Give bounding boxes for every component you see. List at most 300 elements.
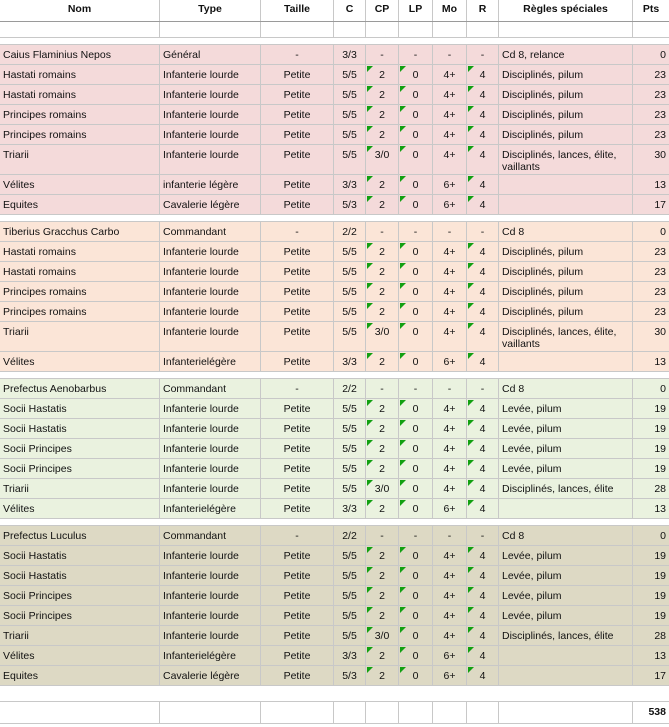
cell-r[interactable]: 4: [467, 606, 499, 625]
cell-nom[interactable]: Vélites: [0, 175, 160, 194]
cell-r[interactable]: 4: [467, 352, 499, 371]
cell-r[interactable]: 4: [467, 399, 499, 418]
cell-pts[interactable]: 17: [654, 199, 666, 211]
cell-mo[interactable]: 4+: [433, 322, 467, 351]
cell-c[interactable]: 5/5: [334, 125, 366, 144]
blank-cell[interactable]: [499, 22, 633, 37]
cell-r[interactable]: 4: [467, 586, 499, 605]
cell-taille[interactable]: Petite: [261, 175, 334, 194]
cell-cp[interactable]: -: [366, 526, 399, 545]
cell-lp[interactable]: 0: [399, 322, 433, 351]
cell-mo[interactable]: 6+: [433, 666, 467, 685]
cell-nom[interactable]: Principes romains: [0, 282, 160, 301]
cell-regles[interactable]: [499, 195, 633, 214]
cell-c[interactable]: 5/5: [334, 419, 366, 438]
cell-pts[interactable]: 19: [654, 610, 666, 622]
cell-regles[interactable]: Disciplinés, pilum: [499, 242, 633, 261]
cell-cp[interactable]: 2: [366, 606, 399, 625]
cell-cp[interactable]: 3/0: [366, 479, 399, 498]
cell-mo[interactable]: 6+: [433, 175, 467, 194]
cell-r[interactable]: 4: [467, 105, 499, 124]
cell-regles[interactable]: Disciplinés, pilum: [499, 282, 633, 301]
cell-lp[interactable]: -: [399, 45, 433, 64]
blank-cell[interactable]: [399, 702, 433, 723]
cell-taille[interactable]: Petite: [261, 606, 334, 625]
cell-mo[interactable]: -: [433, 379, 467, 398]
cell-regles[interactable]: Disciplinés, lances, élite, vaillants: [499, 322, 633, 351]
cell-mo[interactable]: 4+: [433, 302, 467, 321]
cell-c[interactable]: 5/5: [334, 262, 366, 281]
cell-type[interactable]: Cavalerie légère: [160, 666, 261, 685]
cell-r[interactable]: 4: [467, 125, 499, 144]
cell-taille[interactable]: Petite: [261, 105, 334, 124]
cell-taille[interactable]: Petite: [261, 125, 334, 144]
cell-nom[interactable]: Triarii: [0, 145, 160, 174]
cell-nom[interactable]: Hastati romains: [0, 85, 160, 104]
cell-pts[interactable]: 13: [654, 179, 666, 191]
cell-mo[interactable]: 4+: [433, 145, 467, 174]
cell-cp[interactable]: 2: [366, 65, 399, 84]
cell-r[interactable]: 4: [467, 322, 499, 351]
cell-nom[interactable]: Socii Hastatis: [0, 419, 160, 438]
cell-lp[interactable]: 0: [399, 65, 433, 84]
cell-lp[interactable]: 0: [399, 105, 433, 124]
cell-regles[interactable]: [499, 499, 633, 518]
cell-pts[interactable]: 23: [654, 286, 666, 298]
cell-lp[interactable]: 0: [399, 666, 433, 685]
cell-taille[interactable]: Petite: [261, 419, 334, 438]
cell-cp[interactable]: 2: [366, 302, 399, 321]
cell-lp[interactable]: -: [399, 526, 433, 545]
cell-cp[interactable]: -: [366, 222, 399, 241]
cell-taille[interactable]: Petite: [261, 626, 334, 645]
cell-c[interactable]: 3/3: [334, 45, 366, 64]
cell-mo[interactable]: 4+: [433, 419, 467, 438]
cell-cp[interactable]: 2: [366, 105, 399, 124]
cell-type[interactable]: Infanterielégère: [160, 646, 261, 665]
header-taille[interactable]: Taille: [261, 0, 334, 21]
cell-taille[interactable]: -: [261, 222, 334, 241]
cell-type[interactable]: Infanterie lourde: [160, 322, 261, 351]
cell-c[interactable]: 3/3: [334, 175, 366, 194]
blank-cell[interactable]: [160, 22, 261, 37]
cell-cp[interactable]: 2: [366, 439, 399, 458]
cell-cp[interactable]: 2: [366, 459, 399, 478]
cell-type[interactable]: Infanterie lourde: [160, 145, 261, 174]
cell-type[interactable]: infanterie légère: [160, 175, 261, 194]
cell-c[interactable]: 5/5: [334, 566, 366, 585]
cell-regles[interactable]: [499, 646, 633, 665]
cell-regles[interactable]: Disciplinés, pilum: [499, 302, 633, 321]
blank-cell[interactable]: [633, 22, 669, 37]
cell-regles[interactable]: Levée, pilum: [499, 546, 633, 565]
cell-lp[interactable]: 0: [399, 606, 433, 625]
cell-cp[interactable]: 2: [366, 125, 399, 144]
cell-type[interactable]: Infanterie lourde: [160, 302, 261, 321]
cell-pts[interactable]: 0: [660, 383, 666, 395]
cell-c[interactable]: 5/5: [334, 459, 366, 478]
cell-regles[interactable]: Disciplinés, pilum: [499, 85, 633, 104]
cell-c[interactable]: 2/2: [334, 379, 366, 398]
cell-c[interactable]: 5/5: [334, 282, 366, 301]
cell-lp[interactable]: -: [399, 222, 433, 241]
cell-pts[interactable]: 19: [654, 550, 666, 562]
cell-regles[interactable]: Levée, pilum: [499, 606, 633, 625]
cell-r[interactable]: 4: [467, 145, 499, 174]
cell-taille[interactable]: Petite: [261, 566, 334, 585]
cell-r[interactable]: -: [467, 379, 499, 398]
cell-pts[interactable]: 13: [654, 650, 666, 662]
cell-c[interactable]: 5/5: [334, 626, 366, 645]
cell-mo[interactable]: 4+: [433, 282, 467, 301]
cell-taille[interactable]: Petite: [261, 282, 334, 301]
cell-mo[interactable]: 6+: [433, 646, 467, 665]
cell-pts[interactable]: 23: [654, 109, 666, 121]
header-pts[interactable]: Pts: [642, 3, 660, 15]
cell-type[interactable]: Infanterie lourde: [160, 419, 261, 438]
header-mo[interactable]: Mo: [433, 0, 467, 21]
cell-mo[interactable]: 4+: [433, 626, 467, 645]
cell-r[interactable]: 4: [467, 479, 499, 498]
cell-taille[interactable]: Petite: [261, 242, 334, 261]
cell-c[interactable]: 3/3: [334, 352, 366, 371]
cell-lp[interactable]: 0: [399, 419, 433, 438]
cell-regles[interactable]: Levée, pilum: [499, 459, 633, 478]
cell-mo[interactable]: 4+: [433, 65, 467, 84]
cell-cp[interactable]: 2: [366, 586, 399, 605]
cell-regles[interactable]: Cd 8: [499, 526, 633, 545]
cell-pts[interactable]: 19: [654, 403, 666, 415]
cell-taille[interactable]: Petite: [261, 546, 334, 565]
cell-c[interactable]: 5/5: [334, 65, 366, 84]
cell-taille[interactable]: Petite: [261, 352, 334, 371]
cell-c[interactable]: 5/5: [334, 105, 366, 124]
cell-lp[interactable]: 0: [399, 175, 433, 194]
cell-type[interactable]: Infanterie lourde: [160, 85, 261, 104]
cell-pts[interactable]: 23: [654, 306, 666, 318]
cell-cp[interactable]: 2: [366, 666, 399, 685]
cell-lp[interactable]: 0: [399, 85, 433, 104]
cell-mo[interactable]: 6+: [433, 195, 467, 214]
cell-pts[interactable]: 19: [654, 590, 666, 602]
cell-c[interactable]: 2/2: [334, 222, 366, 241]
cell-taille[interactable]: -: [261, 379, 334, 398]
cell-nom[interactable]: Socii Hastatis: [0, 546, 160, 565]
cell-nom[interactable]: Socii Hastatis: [0, 399, 160, 418]
cell-c[interactable]: 2/2: [334, 526, 366, 545]
cell-mo[interactable]: 4+: [433, 566, 467, 585]
cell-type[interactable]: Infanterie lourde: [160, 125, 261, 144]
cell-pts[interactable]: 0: [660, 49, 666, 61]
cell-nom[interactable]: Triarii: [0, 479, 160, 498]
header-regles[interactable]: Règles spéciales: [499, 0, 633, 21]
cell-regles[interactable]: Disciplinés, pilum: [499, 125, 633, 144]
cell-pts[interactable]: 19: [654, 423, 666, 435]
cell-mo[interactable]: 4+: [433, 105, 467, 124]
cell-cp[interactable]: 2: [366, 282, 399, 301]
cell-c[interactable]: 5/5: [334, 85, 366, 104]
cell-type[interactable]: Infanterie lourde: [160, 586, 261, 605]
cell-c[interactable]: 5/5: [334, 606, 366, 625]
cell-mo[interactable]: 6+: [433, 352, 467, 371]
cell-r[interactable]: 4: [467, 419, 499, 438]
cell-r[interactable]: 4: [467, 439, 499, 458]
cell-taille[interactable]: Petite: [261, 459, 334, 478]
cell-taille[interactable]: Petite: [261, 302, 334, 321]
cell-mo[interactable]: 4+: [433, 586, 467, 605]
cell-r[interactable]: -: [467, 526, 499, 545]
cell-regles[interactable]: Disciplinés, pilum: [499, 105, 633, 124]
cell-pts[interactable]: 30: [654, 149, 666, 161]
cell-type[interactable]: Commandant: [160, 222, 261, 241]
cell-pts[interactable]: 13: [654, 356, 666, 368]
blank-cell[interactable]: [0, 702, 160, 723]
cell-type[interactable]: Infanterie lourde: [160, 566, 261, 585]
cell-r[interactable]: 4: [467, 459, 499, 478]
cell-taille[interactable]: Petite: [261, 65, 334, 84]
cell-c[interactable]: 5/5: [334, 399, 366, 418]
cell-regles[interactable]: Cd 8, relance: [499, 45, 633, 64]
cell-regles[interactable]: Levée, pilum: [499, 586, 633, 605]
cell-pts[interactable]: 23: [654, 69, 666, 81]
cell-regles[interactable]: [499, 666, 633, 685]
cell-r[interactable]: 4: [467, 282, 499, 301]
cell-nom[interactable]: Hastati romains: [0, 262, 160, 281]
blank-cell[interactable]: [467, 702, 499, 723]
cell-regles[interactable]: Levée, pilum: [499, 419, 633, 438]
cell-regles[interactable]: Disciplinés, lances, élite, vaillants: [499, 145, 633, 174]
cell-lp[interactable]: 0: [399, 302, 433, 321]
cell-mo[interactable]: -: [433, 526, 467, 545]
blank-cell[interactable]: [433, 22, 467, 37]
cell-type[interactable]: Infanterie lourde: [160, 606, 261, 625]
cell-nom[interactable]: Vélites: [0, 646, 160, 665]
cell-c[interactable]: 5/5: [334, 546, 366, 565]
cell-taille[interactable]: Petite: [261, 85, 334, 104]
cell-mo[interactable]: -: [433, 45, 467, 64]
cell-taille[interactable]: -: [261, 45, 334, 64]
cell-r[interactable]: 4: [467, 546, 499, 565]
cell-c[interactable]: 3/3: [334, 499, 366, 518]
cell-r[interactable]: 4: [467, 666, 499, 685]
blank-cell[interactable]: [399, 22, 433, 37]
cell-r[interactable]: 4: [467, 85, 499, 104]
blank-cell[interactable]: [261, 22, 334, 37]
cell-type[interactable]: Cavalerie légère: [160, 195, 261, 214]
cell-r[interactable]: 4: [467, 242, 499, 261]
cell-nom[interactable]: Socii Principes: [0, 586, 160, 605]
cell-lp[interactable]: 0: [399, 546, 433, 565]
cell-cp[interactable]: 3/0: [366, 145, 399, 174]
cell-cp[interactable]: 2: [366, 262, 399, 281]
cell-nom[interactable]: Principes romains: [0, 105, 160, 124]
cell-type[interactable]: Infanterielégère: [160, 499, 261, 518]
cell-taille[interactable]: Petite: [261, 145, 334, 174]
cell-lp[interactable]: 0: [399, 125, 433, 144]
cell-mo[interactable]: 4+: [433, 399, 467, 418]
cell-regles[interactable]: Disciplinés, pilum: [499, 65, 633, 84]
cell-pts[interactable]: 23: [654, 266, 666, 278]
cell-pts[interactable]: 28: [654, 483, 666, 495]
cell-type[interactable]: Infanterie lourde: [160, 439, 261, 458]
cell-pts[interactable]: 23: [654, 129, 666, 141]
header-lp[interactable]: LP: [399, 0, 433, 21]
total-points[interactable]: 538: [648, 706, 666, 718]
cell-r[interactable]: 4: [467, 626, 499, 645]
cell-lp[interactable]: 0: [399, 352, 433, 371]
cell-nom[interactable]: Prefectus Luculus: [0, 526, 160, 545]
cell-regles[interactable]: Disciplinés, pilum: [499, 262, 633, 281]
cell-r[interactable]: 4: [467, 646, 499, 665]
cell-type[interactable]: Infanterie lourde: [160, 626, 261, 645]
cell-nom[interactable]: Vélites: [0, 499, 160, 518]
cell-type[interactable]: Infanterie lourde: [160, 479, 261, 498]
cell-r[interactable]: 4: [467, 302, 499, 321]
cell-c[interactable]: 5/5: [334, 439, 366, 458]
cell-regles[interactable]: [499, 352, 633, 371]
cell-c[interactable]: 5/3: [334, 666, 366, 685]
cell-cp[interactable]: 2: [366, 195, 399, 214]
cell-taille[interactable]: Petite: [261, 439, 334, 458]
cell-cp[interactable]: 2: [366, 399, 399, 418]
cell-mo[interactable]: -: [433, 222, 467, 241]
cell-nom[interactable]: Triarii: [0, 322, 160, 351]
cell-taille[interactable]: Petite: [261, 666, 334, 685]
cell-pts[interactable]: 23: [654, 89, 666, 101]
cell-nom[interactable]: Caius Flaminius Nepos: [0, 45, 160, 64]
cell-cp[interactable]: 3/0: [366, 626, 399, 645]
cell-type[interactable]: Général: [160, 45, 261, 64]
cell-cp[interactable]: 2: [366, 242, 399, 261]
cell-taille[interactable]: Petite: [261, 646, 334, 665]
cell-nom[interactable]: Hastati romains: [0, 242, 160, 261]
cell-taille[interactable]: Petite: [261, 499, 334, 518]
cell-nom[interactable]: Principes romains: [0, 125, 160, 144]
cell-nom[interactable]: Hastati romains: [0, 65, 160, 84]
cell-lp[interactable]: 0: [399, 399, 433, 418]
cell-nom[interactable]: Socii Principes: [0, 439, 160, 458]
blank-cell[interactable]: [0, 22, 160, 37]
cell-lp[interactable]: 0: [399, 145, 433, 174]
cell-taille[interactable]: Petite: [261, 322, 334, 351]
cell-cp[interactable]: 2: [366, 546, 399, 565]
blank-cell[interactable]: [467, 22, 499, 37]
cell-c[interactable]: 5/5: [334, 479, 366, 498]
header-c[interactable]: C: [334, 0, 366, 21]
cell-mo[interactable]: 4+: [433, 479, 467, 498]
header-nom[interactable]: Nom: [0, 0, 160, 21]
cell-taille[interactable]: Petite: [261, 586, 334, 605]
cell-r[interactable]: 4: [467, 175, 499, 194]
cell-regles[interactable]: Cd 8: [499, 379, 633, 398]
cell-taille[interactable]: -: [261, 526, 334, 545]
cell-nom[interactable]: Equites: [0, 195, 160, 214]
cell-lp[interactable]: 0: [399, 586, 433, 605]
cell-r[interactable]: -: [467, 45, 499, 64]
cell-c[interactable]: 5/5: [334, 586, 366, 605]
cell-r[interactable]: 4: [467, 262, 499, 281]
cell-pts[interactable]: 19: [654, 570, 666, 582]
cell-pts[interactable]: 23: [654, 246, 666, 258]
cell-type[interactable]: Infanterie lourde: [160, 105, 261, 124]
cell-mo[interactable]: 4+: [433, 459, 467, 478]
blank-cell[interactable]: [499, 702, 633, 723]
cell-nom[interactable]: Socii Hastatis: [0, 566, 160, 585]
cell-pts[interactable]: 0: [660, 226, 666, 238]
cell-c[interactable]: 5/5: [334, 145, 366, 174]
cell-type[interactable]: Infanterie lourde: [160, 399, 261, 418]
cell-cp[interactable]: 2: [366, 646, 399, 665]
cell-c[interactable]: 5/5: [334, 322, 366, 351]
cell-c[interactable]: 5/3: [334, 195, 366, 214]
cell-type[interactable]: Infanterie lourde: [160, 459, 261, 478]
cell-pts[interactable]: 28: [654, 630, 666, 642]
cell-type[interactable]: Infanterie lourde: [160, 65, 261, 84]
cell-taille[interactable]: Petite: [261, 195, 334, 214]
cell-mo[interactable]: 4+: [433, 85, 467, 104]
blank-cell[interactable]: [366, 702, 399, 723]
cell-r[interactable]: -: [467, 222, 499, 241]
blank-cell[interactable]: [160, 702, 261, 723]
header-type[interactable]: Type: [160, 0, 261, 21]
cell-c[interactable]: 3/3: [334, 646, 366, 665]
cell-type[interactable]: Infanterie lourde: [160, 546, 261, 565]
cell-nom[interactable]: Prefectus Aenobarbus: [0, 379, 160, 398]
cell-lp[interactable]: 0: [399, 479, 433, 498]
cell-nom[interactable]: Triarii: [0, 626, 160, 645]
cell-nom[interactable]: Equites: [0, 666, 160, 685]
blank-cell[interactable]: [261, 702, 334, 723]
cell-cp[interactable]: -: [366, 45, 399, 64]
cell-r[interactable]: 4: [467, 195, 499, 214]
cell-type[interactable]: Commandant: [160, 526, 261, 545]
cell-lp[interactable]: 0: [399, 499, 433, 518]
cell-nom[interactable]: Socii Principes: [0, 459, 160, 478]
cell-mo[interactable]: 6+: [433, 499, 467, 518]
cell-lp[interactable]: 0: [399, 566, 433, 585]
cell-c[interactable]: 5/5: [334, 242, 366, 261]
cell-nom[interactable]: Socii Principes: [0, 606, 160, 625]
cell-taille[interactable]: Petite: [261, 479, 334, 498]
blank-cell[interactable]: [334, 702, 366, 723]
cell-regles[interactable]: Levée, pilum: [499, 566, 633, 585]
cell-r[interactable]: 4: [467, 566, 499, 585]
header-cp[interactable]: CP: [366, 0, 399, 21]
cell-mo[interactable]: 4+: [433, 262, 467, 281]
cell-mo[interactable]: 4+: [433, 546, 467, 565]
cell-type[interactable]: Infanterielégère: [160, 352, 261, 371]
cell-nom[interactable]: Principes romains: [0, 302, 160, 321]
cell-regles[interactable]: Levée, pilum: [499, 399, 633, 418]
cell-nom[interactable]: Tiberius Gracchus Carbo: [0, 222, 160, 241]
cell-lp[interactable]: 0: [399, 439, 433, 458]
cell-regles[interactable]: Cd 8: [499, 222, 633, 241]
cell-cp[interactable]: 3/0: [366, 322, 399, 351]
cell-pts[interactable]: 13: [654, 503, 666, 515]
cell-type[interactable]: Infanterie lourde: [160, 262, 261, 281]
blank-cell[interactable]: [366, 22, 399, 37]
cell-mo[interactable]: 4+: [433, 125, 467, 144]
cell-regles[interactable]: Disciplinés, lances, élite: [499, 479, 633, 498]
cell-lp[interactable]: 0: [399, 282, 433, 301]
cell-lp[interactable]: -: [399, 379, 433, 398]
cell-cp[interactable]: -: [366, 379, 399, 398]
cell-regles[interactable]: Disciplinés, lances, élite: [499, 626, 633, 645]
header-r[interactable]: R: [467, 0, 499, 21]
cell-mo[interactable]: 4+: [433, 439, 467, 458]
cell-lp[interactable]: 0: [399, 626, 433, 645]
cell-cp[interactable]: 2: [366, 175, 399, 194]
